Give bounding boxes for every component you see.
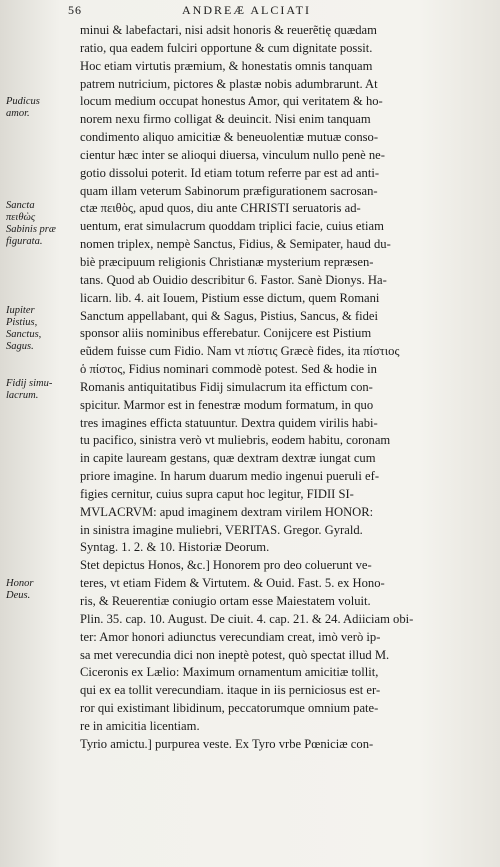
margin-note-line: Sanctus, (6, 329, 42, 340)
text-line: ctæ πειθὸς, apud quos, diu ante CHRISTI seruatoris ad- (80, 201, 361, 216)
margin-note-line: Pistius, (6, 317, 38, 328)
text-line: uentum, erat simulacrum quoddam triplici facie, cuius etiam (80, 219, 384, 234)
text-line: ris, & Reuerentiæ coniugio ortam esse Maiestatem voluit. (80, 594, 371, 608)
text-line: quam illam veterum Sabinorum præfigurationem sacrosan- (80, 183, 378, 198)
body-text (80, 22, 490, 754)
text-line: tans. Quod ab Ouidio describitur 6. Fastor. Sanè Dionys. Ha- (80, 272, 387, 287)
running-title: ANDREÆ ALCIATI (182, 3, 311, 17)
text-line: cientur hæc inter se alioqui diuersa, vinculum nullo penè ne- (80, 147, 385, 162)
margin-note-line: lacrum. (6, 390, 39, 401)
margin-notes (0, 0, 68, 867)
margin-note (6, 96, 68, 120)
margin-note (6, 378, 68, 402)
margin-note-line: πειθὼς (6, 212, 36, 223)
margin-note-line: Fidij simu- (6, 378, 53, 389)
margin-note-line: Iupiter (6, 305, 35, 316)
text-line: qui ex ea tollit verecundiam. itaque in iis perniciosus est er- (80, 683, 381, 698)
text-line: condimento aliquo amicitiæ & beneuolentiæ mutuæ conso- (80, 130, 379, 145)
text-line: re in amicitia licentiam. (80, 718, 200, 733)
text-line: Stet depictus Honos, &c.] Honorem pro deo coluerunt ve- (80, 558, 372, 573)
margin-note (6, 578, 68, 602)
margin-note-line: Pudicus (6, 96, 40, 107)
page-header (62, 3, 482, 19)
text-line: norem nexu firmo colligat & deuincit. Nisi enim tanquam (80, 112, 371, 127)
text-line: sponsor aliis nominibus efferebatur. Conijcere est Pistium (80, 326, 372, 341)
text-line: Sanctum appellabant, qui & Sagus, Pistius, Sancus, & fidei (80, 308, 379, 323)
text-line: sa met verecundia dici non ineptè potest, quò spectat illud M. (80, 647, 390, 662)
text-line: Hoc etiam virtutis præmium, & honestatis omnis tanquam (80, 58, 373, 73)
margin-note-line: figurata. (6, 236, 43, 247)
text-line: licarn. lib. 4. ait Iouem, Pistium esse dictum, quem Romani (80, 290, 380, 305)
text-line: Syntag. 1. 2. & 10. Historiæ Deorum. (80, 540, 270, 555)
text-line: ratio, qua eadem fulciri opportune & cum dignitate possit. (80, 40, 373, 55)
text-line: ὁ πίστος, Fidius nominari commodè potest. Sed & hodie in (80, 362, 377, 377)
text-line: Plin. 35. cap. 10. August. De ciuit. 4. cap. 21. & 24. Adiiciam obi- (80, 611, 414, 626)
margin-note (6, 305, 68, 353)
text-line: Romanis antiquitatibus Fidij simulacrum ita effictum con- (80, 379, 373, 394)
text-line: spicitur. Marmor est in fenestræ modum formatum, in quo (80, 397, 374, 412)
margin-note-line: Sabinis præ (6, 224, 56, 235)
margin-note (6, 200, 68, 248)
text-line: biè præcipuum religionis Christianæ mysterium repræsen- (80, 254, 374, 269)
page-number: 56 (68, 3, 82, 17)
text-line: teres, vt etiam Fidem & Virtutem. & Ouid. Fast. 5. ex Hono- (80, 576, 385, 591)
text-line: ter: Amor honori adiunctus verecundiam creat, imò verò ip- (80, 629, 381, 644)
margin-note-line: amor. (6, 108, 30, 119)
text-line: in sinistra imagine muliebri, VERITAS. Gregor. Gyrald. (80, 522, 363, 537)
text-line: in capite lauream gestans, quæ dextram dextræ iungat cum (80, 451, 376, 466)
text-line: tu pacifico, sinistra verò vt muliebris, eodem habitu, coronam (80, 433, 391, 448)
text-line: priore imagine. In harum duarum medio ingenui pueruli ef- (80, 469, 380, 484)
text-line: ror qui existimant libidinum, peccatorumque omnium pate- (80, 701, 379, 716)
text-line: locum medium occupat honestus Amor, qui veritatem & ho- (80, 94, 383, 109)
text-line: minui & labefactari, nisi adsit honoris & reuerẽtię quædam (80, 23, 377, 37)
text-line: Ciceronis ex Lælio: Maximum ornamentum amicitiæ tollit, (80, 665, 379, 680)
text-line: MVLACRVM: apud imaginem dextram virilem HONOR: (80, 504, 374, 519)
margin-note-line: Honor (6, 578, 34, 589)
margin-note-line: Sancta (6, 200, 35, 211)
text-line: nomen triplex, nempè Sanctus, Fidius, & Semipater, haud du- (80, 237, 391, 252)
text-line: gotio dissolui poterit. Id etiam totum referre par est ad anti- (80, 165, 380, 180)
margin-note-line: Sagus. (6, 341, 34, 352)
margin-note-line: Deus. (6, 590, 31, 601)
text-line: patrem nutricium, pictores & plastæ nobis adumbrarunt. At (80, 76, 378, 91)
text-line: Tyrio amictu.] purpurea veste. Ex Tyro vrbe Pœniciæ con- (80, 736, 374, 751)
text-line: eũdem fuisse cum Fidio. Nam vt πίστις Græcè fides, ita πίστιος (80, 344, 400, 359)
text-line: tres imagines efficta statuuntur. Dextra quidem virilis habi- (80, 415, 378, 430)
text-line: figies cernitur, cuius supra caput hoc legitur, FIDII SI- (80, 486, 354, 501)
